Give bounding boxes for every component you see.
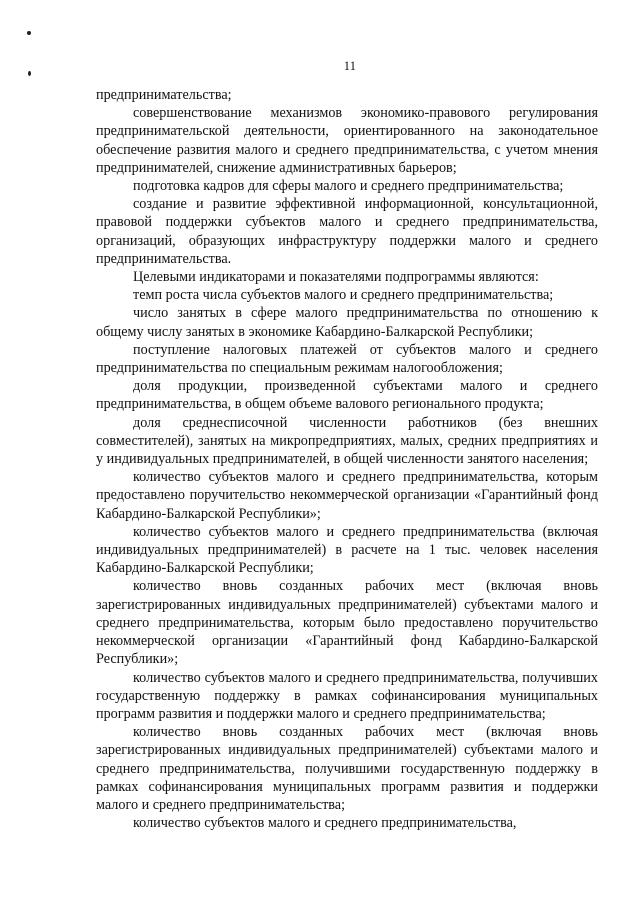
paragraph: поступление налоговых платежей от субъектов малого и среднего предпринимательства по специальным режимам налогообложения;: [96, 341, 598, 377]
paragraph: количество субъектов малого и среднего предпринимательства, которым предоставлено поручительство некоммерческой организации «Гарантийный фонд Кабардино-Балкарской Республики»;: [96, 469, 598, 522]
paragraph: подготовка кадров для сферы малого и среднего предпринимательства;: [133, 178, 564, 195]
paragraph: количество субъектов малого и среднего предпринимательства (включая индивидуальных предпринимателей) в расчете на 1 тыс. человек населения Кабардино-Балкарской Республики;: [96, 523, 598, 577]
paragraph: количество вновь созданных рабочих мест (включая вновь зарегистрированных индивидуальных предпринимателей) субъектами малого и среднего предпринимательства, получившими государственную поддержку в рамках софинансирования муниципальных программ развития и поддержки малого и среднего предпринимательства;: [96, 724, 598, 813]
document-body: [96, 86, 598, 832]
paragraph: темп роста числа субъектов малого и среднего предпринимательства;: [133, 287, 554, 304]
paragraph: доля продукции, произведенной субъектами малого и среднего предпринимательства, в общем объеме валового регионального продукта;: [96, 378, 598, 413]
page-number: 11: [343, 59, 357, 73]
paragraph: количество вновь созданных рабочих мест (включая вновь зарегистрированных индивидуальных предпринимателей) субъектами малого и среднего предпринимательства, которым было предоставлено поручительство некоммерческой организации «Гарантийный фонд Кабардино-Балкарской Республики»;: [96, 578, 598, 668]
scan-mark: [27, 31, 31, 35]
paragraph: количество субъектов малого и среднего предпринимательства, получивших государственную поддержку в рамках софинансирования муниципальных программ развития и поддержки малого и среднего предпринимательства;: [96, 669, 598, 722]
paragraph: число занятых в сфере малого предпринимательства по отношению к общему числу занятых в экономике Кабардино-Балкарской Республики;: [96, 305, 598, 340]
paragraph: совершенствование механизмов экономико-правового регулирования предпринимательской деятельности, ориентированного на законодательное обеспечение развития малого и среднего предпринимательства, с учетом мнения предпринимателей, снижение административных барьеров;: [96, 105, 598, 176]
paragraph: количество субъектов малого и среднего предпринимательства,: [133, 815, 517, 832]
paragraph: предпринимательства;: [96, 87, 232, 103]
paragraph: создание и развитие эффективной информационной, консультационной, правовой поддержки субъектов малого и среднего предпринимательства, организаций, образующих инфраструктуру поддержки малого и среднего предпринимательства.: [96, 196, 598, 267]
paragraph: доля среднесписочной численности работников (без внешних совместителей), занятых на микропредприятиях, малых, средних предприятиях и у индивидуальных предпринимателей, в общей численности занятого населения;: [96, 414, 598, 468]
paragraph: Целевыми индикаторами и показателями подпрограммы являются:: [133, 269, 539, 286]
